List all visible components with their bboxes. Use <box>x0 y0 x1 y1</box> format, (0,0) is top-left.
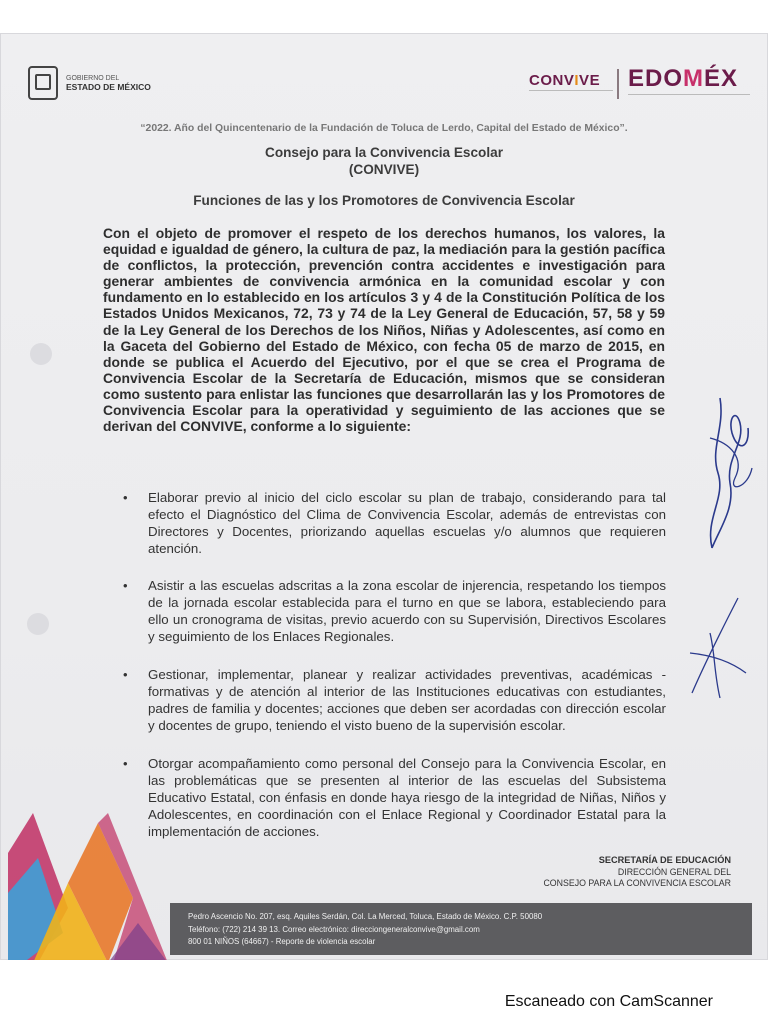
list-item <box>123 577 666 645</box>
camscanner-watermark: Escaneado con CamScanner <box>504 993 713 1010</box>
gov-logo-line2: ESTADO DE MÉXICO <box>66 82 151 92</box>
initials-icon <box>680 593 750 703</box>
issuing-office-line1: SECRETARÍA DE EDUCACIÓN <box>598 855 731 865</box>
list-item-text: Asistir a las escuelas adscritas a la zona escolar de injerencia, respetando los tiempos de la jornada escolar establecida para el turno en que se labora, estableciendo para ello un cronograma de visitas, previo acuerdo con su Supervisión, Directivos Escolares y seguimiento de los Enlaces Regionales. <box>148 578 666 644</box>
list-item-text: Gestionar, implementar, planear y realizar actividades preventivas, académicas - formativas y de atención al interior de las Instituciones educativas con estudiantes, padres de familia y docentes; acciones que deben ser acordadas con dirección escolar y docentes de grupo, teniendo el visto bueno de la supervisión escolar. <box>148 667 666 733</box>
bullet-icon: • <box>123 578 128 593</box>
issuing-office <box>543 855 731 890</box>
edomex-logo <box>628 65 750 99</box>
list-item-text: Otorgar acompañamiento como personal del Consejo para la Convivencia Escolar, en las problemáticas que se presenten al interior de las escuelas del Subsistema Educativo Estatal, con énfasis en donde haya riesgo de la integridad de Niñas, Niños y Adolescentes, en coordinación con el Enlace Regional y Coordinador Estatal para la implementación de acciones. <box>148 756 666 839</box>
signature-icon <box>690 388 760 558</box>
edomex-logo-text: EDOMÉX <box>628 65 739 92</box>
functions-title: Funciones de las y los Promotores de Convivencia Escolar <box>193 193 575 208</box>
edomex-logo-tagline <box>628 94 750 99</box>
logo-divider <box>617 69 619 99</box>
list-item <box>123 666 666 734</box>
bullet-icon: • <box>123 756 128 771</box>
convive-logo-text: CONVIVE <box>529 72 601 89</box>
year-motto: “2022. Año del Quincentenario de la Fundación de Toluca de Lerdo, Capital del Estado de México”. <box>140 123 628 134</box>
council-acronym: (CONVIVE) <box>348 162 420 177</box>
gov-logo-line1: GOBIERNO DEL <box>66 75 120 82</box>
scanned-page <box>0 33 768 960</box>
council-heading <box>0 144 768 178</box>
issuing-office-line2: DIRECCIÓN GENERAL DEL <box>617 866 731 877</box>
intro-paragraph: Con el objeto de promover el respeto de los derechos humanos, los valores, la equidad e igualdad de género, la cultura de paz, la mediación para la gestión pacífica de conflictos, la protección, prevención contra accidentes e investigación para generar ambientes de convivencia armónica en la comunidad escolar y con fundamento en lo establecido en los artículos 3 y 4 de la Constitución Política de los Estados Unidos Mexicanos, 72, 73 y 74 de la Ley General de Educación, 57, 58 y 59 de la Ley General de los Derechos de los Niños, Niñas y Adolescentes, así como en la Gaceta del Gobierno del Estado de México, con fecha 05 de marzo de 2015, en donde se publica el Acuerdo del Ejecutivo, por el que se crea el Programa de Convivencia Escolar de la Secretaría de Educación, mismos que se consideran como sustento para enlistar las funciones que desarrollarán las y los Promotores de Convivencia Escolar para la operatividad y seguimiento de las acciones que se derivan del CONVIVE, conforme a lo siguiente: <box>103 225 665 435</box>
state-government-text <box>66 74 151 92</box>
state-government-logo <box>28 66 151 100</box>
footer-hotline: 800 01 NIÑOS (64667) - Reporte de violencia escolar <box>188 937 376 946</box>
list-item <box>123 489 666 557</box>
footer-phone: Teléfono: (722) 214 39 13. Correo electrónico: direcciongeneralconvive@gmail.com <box>188 924 480 934</box>
footer-address: Pedro Ascencio No. 207, esq. Aquiles Serdán, Col. La Merced, Toluca, Estado de México. C.P. 50080 <box>188 912 543 921</box>
scan-hole-mark <box>27 613 49 635</box>
footer-contact <box>188 911 542 949</box>
convive-logo-tagline <box>529 90 613 94</box>
functions-list <box>123 489 666 840</box>
issuing-office-line3: CONSEJO PARA LA CONVIVENCIA ESCOLAR <box>543 878 731 888</box>
list-item <box>123 755 666 840</box>
scan-hole-mark <box>30 343 52 365</box>
bullet-icon: • <box>123 667 128 682</box>
state-seal-icon <box>28 66 58 100</box>
council-name: Consejo para la Convivencia Escolar <box>265 145 503 160</box>
bullet-icon: • <box>123 490 128 505</box>
list-item-text: Elaborar previo al inicio del ciclo escolar su plan de trabajo, considerando para tal efecto el Diagnóstico del Clima de Convivencia Escolar, además de entrevistas con Directores y Docentes, priorizando aquellas escuelas y/o alumnos que requieren atención. <box>148 490 666 556</box>
decorative-triangles-art <box>8 813 178 960</box>
convive-logo <box>529 72 613 94</box>
